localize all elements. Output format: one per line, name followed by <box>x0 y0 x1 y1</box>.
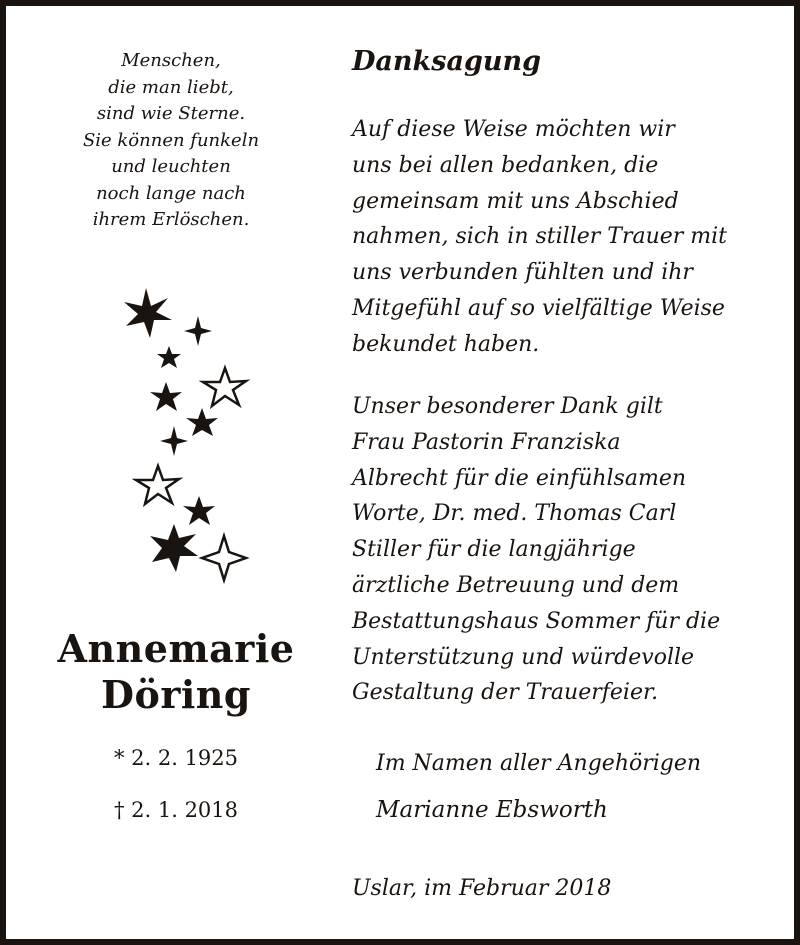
signature-name: Marianne Ebsworth <box>376 797 608 823</box>
left-column <box>6 6 336 939</box>
star-icon <box>186 408 218 436</box>
first-name: Annemarie <box>57 626 295 671</box>
deceased-name <box>26 626 326 718</box>
star-icon <box>203 368 246 406</box>
star-icon <box>136 466 179 504</box>
star-icon <box>183 496 215 525</box>
star-icon <box>157 346 181 368</box>
birth-date: * 2. 2. 1925 <box>113 746 239 770</box>
signature-line: Im Namen aller Angehörigen <box>376 751 702 776</box>
star-icon <box>124 288 172 338</box>
poem: Menschen, die man liebt, sind wie Sterne. Sie können funkeln und leuchten noch lange nach ihrem Erlöschen. <box>82 50 260 230</box>
right-column <box>346 6 786 939</box>
thanks-paragraph-2: Unser besonderer Dank gilt Frau Pastorin Franziska Albrecht für die einfühlsamen Worte, Dr. med. Thomas Carl Stiller für die langjährige ärztliche Betreuung und dem Bestattungshaus Sommer für die Unterstützung und würdevolle Gestaltung der Trauerfeier. <box>352 394 721 706</box>
place-date: Uslar, im Februar 2018 <box>352 876 612 901</box>
stars-cluster-icon <box>106 278 266 598</box>
sparkle-icon <box>184 316 212 346</box>
last-name: Döring <box>101 672 251 717</box>
thanks-paragraph-1: Auf diese Weise möchten wir uns bei allen bedanken, die gemeinsam mit uns Abschied nahmen, sich in stiller Trauer mit uns verbunden fühlten und ihr Mitgefühl auf so vielfältige Weise bekundet haben. <box>352 117 728 357</box>
death-date: † 2. 1. 2018 <box>113 798 239 822</box>
sparkle-icon <box>202 536 246 580</box>
sparkle-icon <box>160 426 188 456</box>
star-icon <box>150 382 182 411</box>
page-title: Danksagung <box>352 46 541 77</box>
life-dates <box>46 743 306 847</box>
star-icon <box>150 524 198 572</box>
